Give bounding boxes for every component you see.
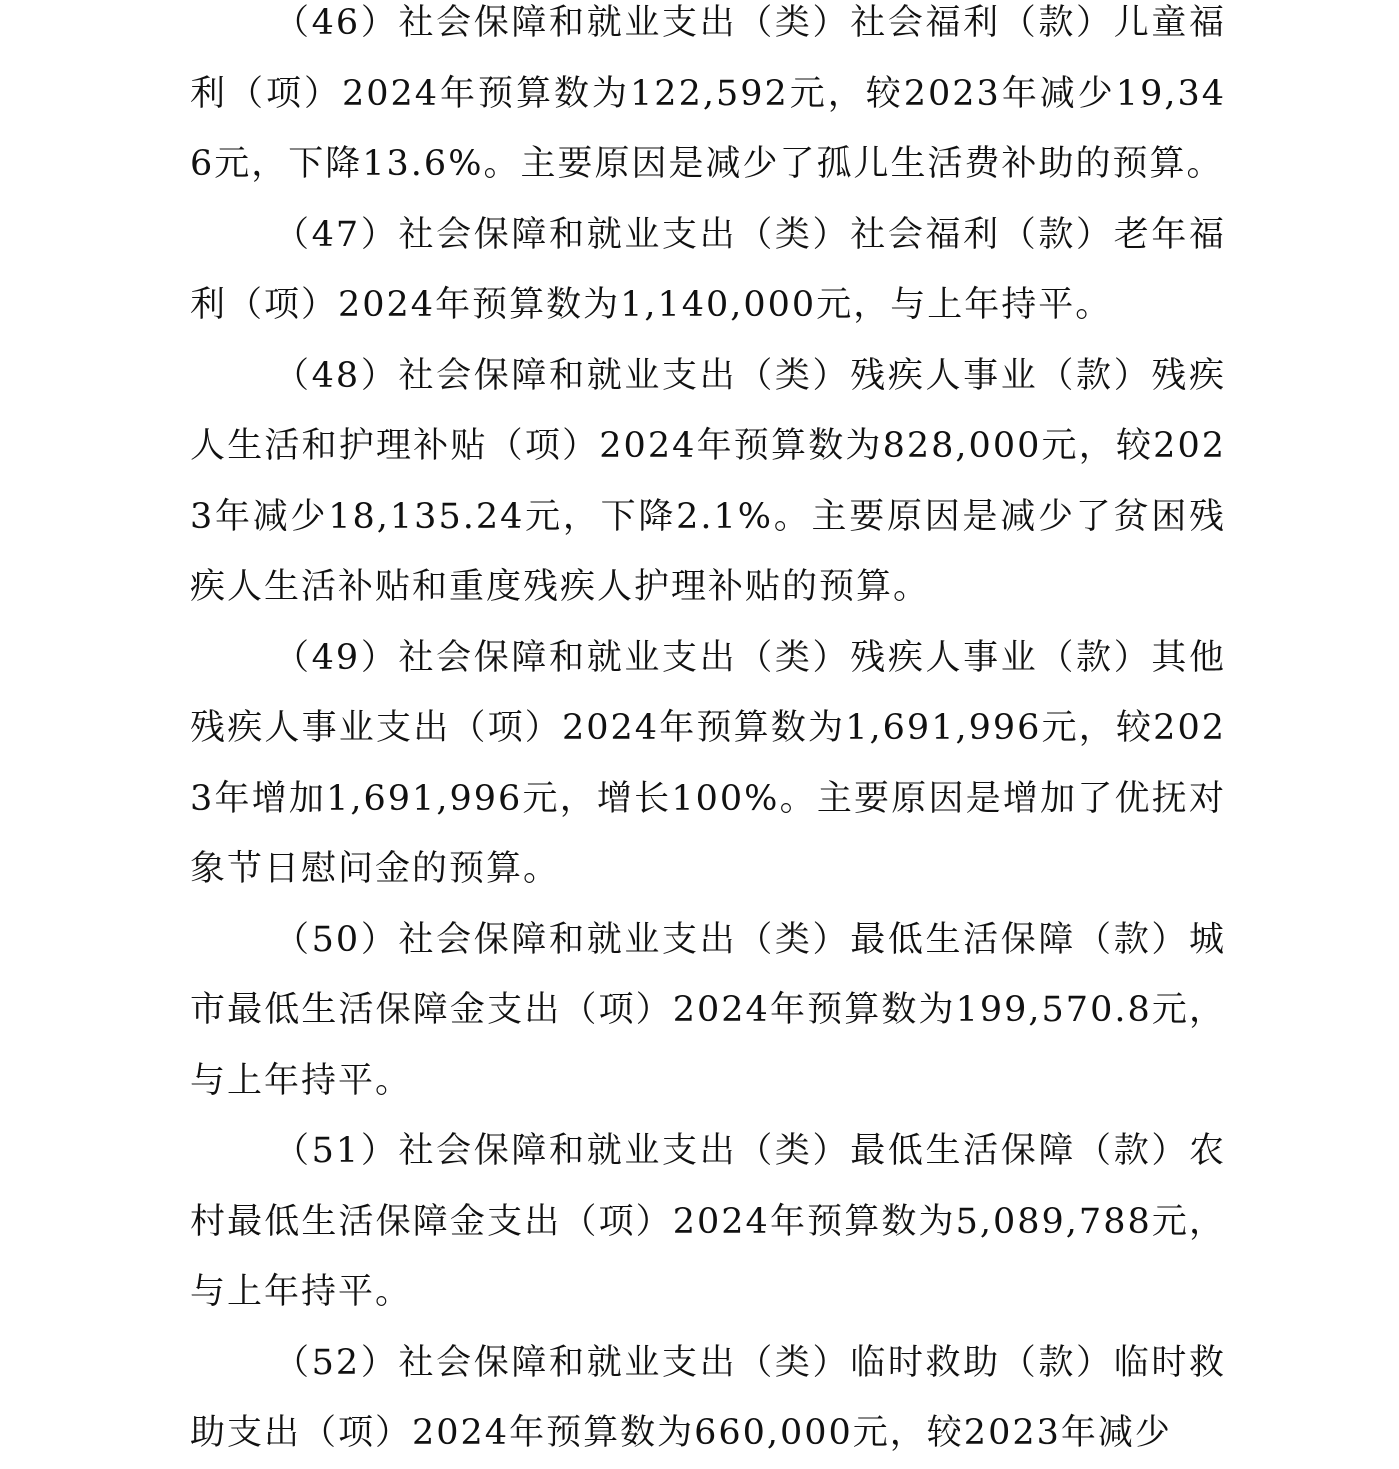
document-page	[190, 0, 1226, 1469]
paragraph-48: （48）社会保障和就业支出（类）残疾人事业（款）残疾人生活和护理补贴（项）2024年预算数为828,000元，较2023年减少18,135.24元，下降2.1%。主要原因是减少了贫困残疾人生活补贴和重度残疾人护理补贴的预算。	[190, 355, 1226, 607]
paragraph-49: （49）社会保障和就业支出（类）残疾人事业（款）其他残疾人事业支出（项）2024年预算数为1,691,996元，较2023年增加1,691,996元，增长100%。主要原因是增加了优抚对象节日慰问金的预算。	[190, 637, 1226, 889]
paragraph-46: （46）社会保障和就业支出（类）社会福利（款）儿童福利（项）2024年预算数为122,592元，较2023年减少19,346元，下降13.6%。主要原因是减少了孤儿生活费补助的预算。	[190, 3, 1226, 184]
paragraph-50: （50）社会保障和就业支出（类）最低生活保障（款）城市最低生活保障金支出（项）2024年预算数为199,570.8元，与上年持平。	[190, 919, 1226, 1101]
paragraph-52: （52）社会保障和就业支出（类）临时救助（款）临时救助支出（项）2024年预算数为660,000元，较2023年减少	[190, 1342, 1226, 1453]
paragraph-47: （47）社会保障和就业支出（类）社会福利（款）老年福利（项）2024年预算数为1,140,000元，与上年持平。	[190, 214, 1226, 325]
paragraph-51: （51）社会保障和就业支出（类）最低生活保障（款）农村最低生活保障金支出（项）2024年预算数为5,089,788元，与上年持平。	[190, 1131, 1226, 1312]
